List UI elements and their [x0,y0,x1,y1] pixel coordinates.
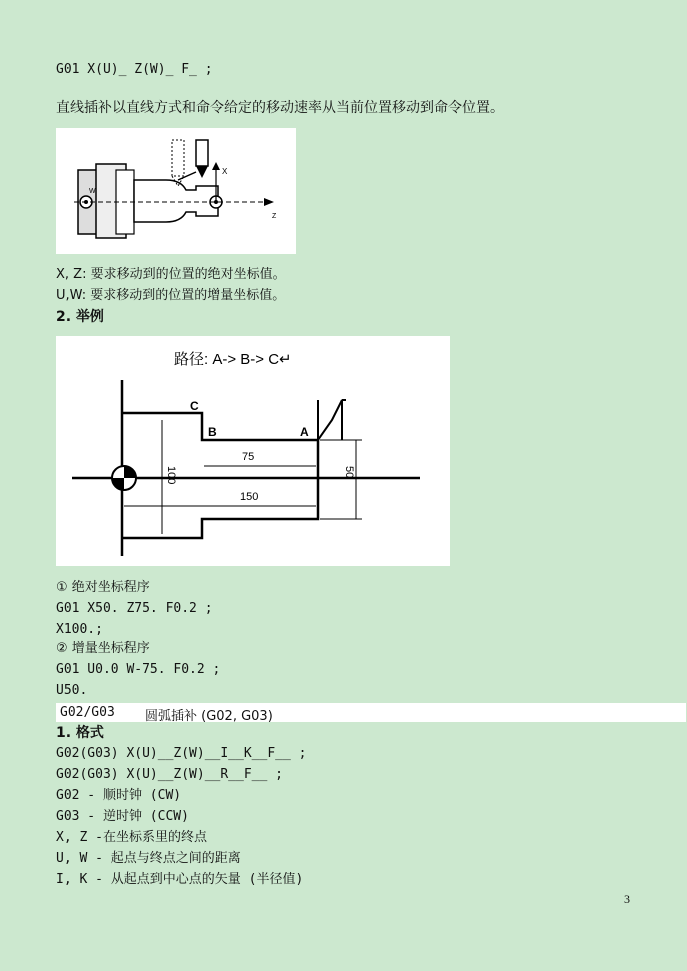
g02-cw-line: G02 - 顺时钟 (CW) [56,788,182,803]
xz-endpoint-line: X, Z -在坐标系里的终点 [56,830,207,845]
section-title: 圆弧插补 (G02, G03) [145,709,273,724]
dim-75-label: 75 [242,451,255,463]
point-a-label: A [300,425,309,439]
page-number: 3 [624,892,630,906]
dim-100-label: 100 [165,466,177,485]
point-b-label: B [208,425,217,439]
xz-description: X, Z: 要求移动到的位置的绝对坐标值。 [56,267,286,282]
uw-distance-line: U, W - 起点与终点之间的距离 [56,851,241,866]
dim-50-label: 50 [343,466,355,479]
axis-z-label: Z [272,213,277,220]
path-example-figure [56,336,450,566]
ik-vector-line: I, K - 从起点到中心点的矢量 (半径值) [56,872,304,887]
incremental-program-line-1: G01 U0.0 W-75. F0.2 ; [56,662,221,677]
example-heading: 2. 举例 [56,309,104,325]
absolute-program-line-2: X100.; [56,622,103,637]
lathe-figure [56,128,296,254]
g02-format-line-2: G02(G03) X(U)__Z(W)__R__F__ ; [56,767,283,782]
format-heading: 1. 格式 [56,725,104,741]
g01-format-line: G01 X(U)_ Z(W)_ F_ ; [56,62,213,77]
section-code: G02/G03 [60,705,115,720]
g01-description: 直线插补以直线方式和命令给定的移动速率从当前位置移动到命令位置。 [56,100,504,116]
absolute-program-heading: ① 绝对坐标程序 [56,580,150,595]
absolute-program-line-1: G01 X50. Z75. F0.2 ; [56,601,213,616]
origin-w-label: W [89,188,96,195]
uw-description: U,W: 要求移动到的位置的增量坐标值。 [56,288,286,303]
g02-format-line-1: G02(G03) X(U)__Z(W)__I__K__F__ ; [56,746,307,761]
incremental-program-heading: ② 增量坐标程序 [56,641,150,656]
axis-x-label: X [222,167,228,176]
g03-ccw-line: G03 - 逆时钟 (CCW) [56,809,189,824]
incremental-program-line-2: U50. [56,683,88,698]
path-title: 路径: A-> B-> C↵ [174,351,292,368]
point-c-label: C [190,399,199,413]
dim-150-label: 150 [240,491,259,503]
